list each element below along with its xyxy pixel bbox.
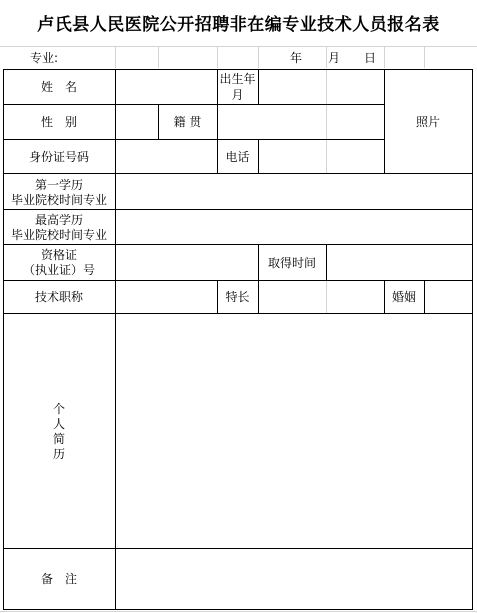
id-number-field[interactable] [117, 141, 216, 172]
qualification-label-line1: 资格证 [40, 248, 77, 262]
resume-label-3: 简 [52, 432, 65, 446]
month-label: 月 [328, 51, 341, 65]
name-label: 姓 名 [40, 80, 77, 94]
resume-label-1: 个 [52, 402, 65, 416]
resume-label-2: 人 [52, 417, 65, 431]
qualification-field[interactable] [117, 246, 257, 279]
phone-field[interactable] [260, 141, 383, 172]
year-label: 年 [290, 51, 303, 65]
first-degree-field[interactable] [117, 175, 472, 208]
form-title: 卢氏县人民医院公开招聘非在编专业技术人员报名表 [37, 15, 440, 35]
photo-label[interactable]: 照片 [415, 115, 440, 129]
gender-field[interactable] [117, 106, 157, 138]
highest-degree-label-line1: 最高学历 [34, 213, 83, 227]
major-label: 专业: [30, 51, 59, 65]
tech-title-label: 技术职称 [34, 290, 83, 304]
remarks-label: 备 注 [40, 572, 77, 586]
first-degree-label-line2: 毕业院校时间专业 [10, 193, 107, 207]
name-field[interactable] [117, 71, 216, 103]
marriage-field[interactable] [426, 282, 472, 312]
resume-label-4: 历 [52, 447, 65, 461]
phone-label: 电话 [225, 150, 250, 164]
remarks-field[interactable] [117, 550, 472, 608]
obtained-time-field[interactable] [328, 246, 472, 279]
obtained-time-label: 取得时间 [267, 256, 316, 270]
specialty-label: 特长 [225, 290, 250, 304]
birth-field[interactable] [260, 71, 383, 103]
highest-degree-field[interactable] [117, 211, 472, 243]
marriage-label: 婚姻 [391, 290, 416, 304]
id-number-label: 身份证号码 [28, 150, 89, 164]
native-place-label: 籍 贯 [173, 115, 202, 129]
specialty-field[interactable] [260, 282, 383, 312]
highest-degree-label-line2: 毕业院校时间专业 [10, 228, 107, 242]
tech-title-field[interactable] [117, 282, 216, 312]
native-place-field[interactable] [219, 106, 383, 138]
major-field[interactable] [58, 48, 114, 67]
resume-field[interactable] [117, 315, 472, 547]
qualification-label-line2: （执业证）号 [22, 263, 95, 277]
day-label: 日 [364, 51, 377, 65]
birth-label-line1: 出生年 [219, 72, 256, 86]
first-degree-label-line1: 第一学历 [34, 178, 83, 192]
gender-label: 性 别 [40, 115, 77, 129]
birth-label-line2: 月 [231, 88, 244, 102]
